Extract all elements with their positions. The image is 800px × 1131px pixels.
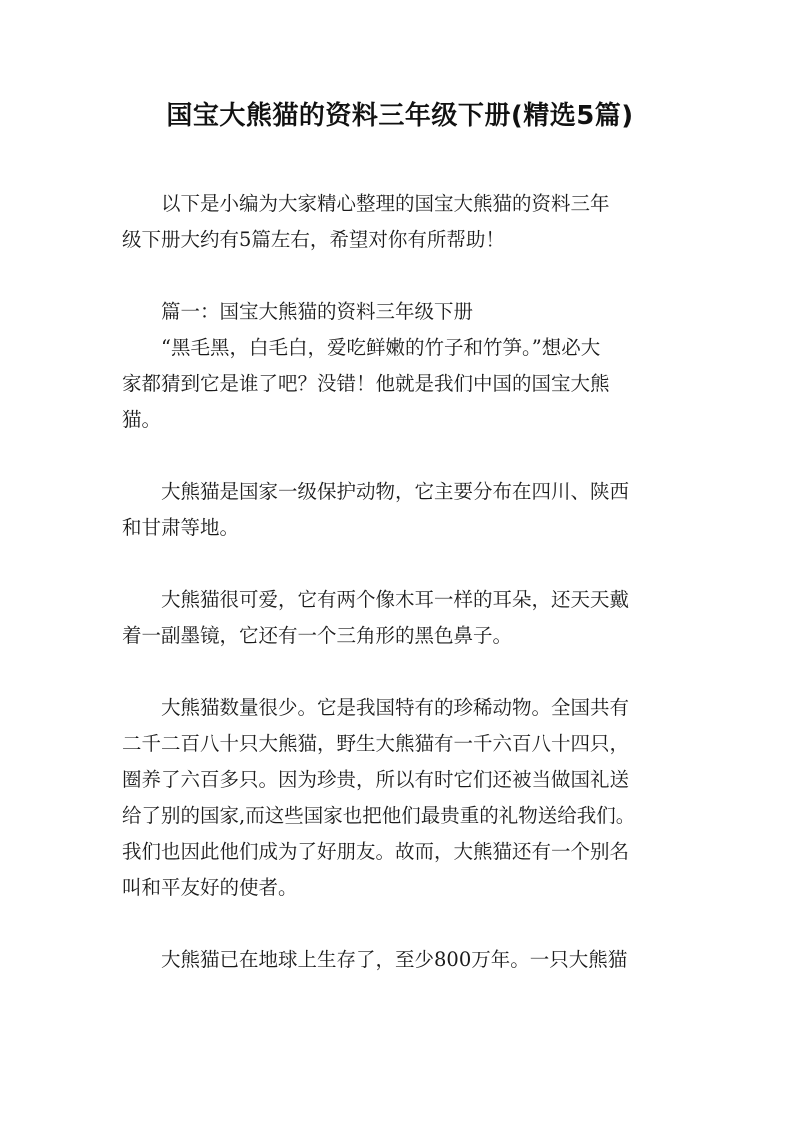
document-title: 国宝大熊猫的资料三年级下册(精选5篇) [166,101,634,131]
text-line: 大熊猫已在地球上生存了，至少800万年。一只大熊猫 [161,948,628,971]
text-line: 大熊猫很可爱，它有两个像木耳一样的耳朵，还天天戴 [161,588,630,611]
text-line: 以下是小编为大家精心整理的国宝大熊猫的资料三年 [161,192,610,215]
paragraph-4 [122,690,682,906]
text-line: 篇一：国宝大熊猫的资料三年级下册 [161,300,474,323]
text-line: 大熊猫数量很少。它是我国特有的珍稀动物。全国共有 [161,696,630,719]
paragraph-1 [122,330,682,438]
paragraph-3 [122,582,682,654]
text-line: 叫和平友好的使者。 [122,876,298,899]
paragraph-gap [122,438,682,474]
paragraph-gap [122,258,682,294]
text-line: 二千二百八十只大熊猫，野生大熊猫有一千六百八十四只， [122,732,630,755]
text-line: 着一副墨镜，它还有一个三角形的黑色鼻子。 [122,624,513,647]
paragraph-gap [122,654,682,690]
text-line: 我们也因此他们成为了好朋友。故而，大熊猫还有一个别名 [122,840,630,863]
intro-paragraph [122,186,682,258]
text-line: 和甘肃等地。 [122,516,240,539]
paragraph-gap [122,546,682,582]
text-line: 大熊猫是国家一级保护动物，它主要分布在四川、陕西 [161,480,630,503]
text-line: 家都猜到它是谁了吧？没错！他就是我们中国的国宝大熊 [122,372,610,395]
paragraph-5 [122,942,682,978]
text-line: 级下册大约有5篇左右，希望对你有所帮助！ [122,228,505,251]
text-line: 给了别的国家,而这些国家也把他们最贵重的礼物送给我们。 [122,804,636,827]
text-line: “黑毛黑，白毛白，爱吃鲜嫩的竹子和竹笋。”想必大 [161,336,601,359]
section-heading [122,294,682,330]
paragraph-2 [122,474,682,546]
text-line: 圈养了六百多只。因为珍贵，所以有时它们还被当做国礼送 [122,768,630,791]
text-line: 猫。 [122,408,162,431]
document-body [122,186,682,978]
paragraph-gap [122,906,682,942]
